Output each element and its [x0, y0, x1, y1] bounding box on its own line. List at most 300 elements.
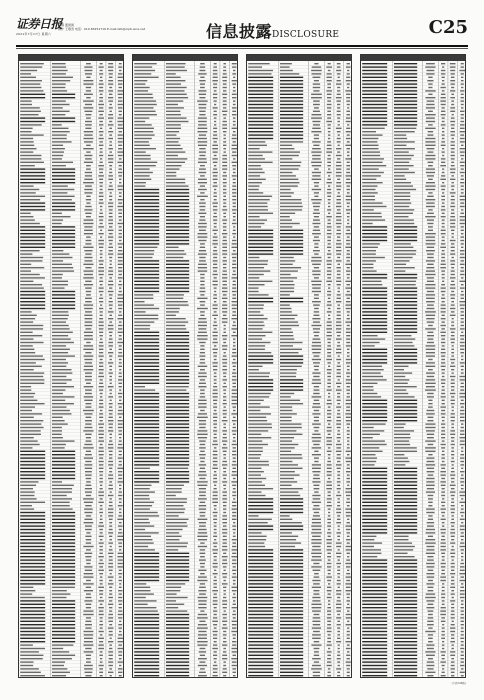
cell-text: [99, 291, 104, 292]
cell-text: [327, 349, 332, 350]
cell-text: [199, 559, 206, 560]
cell-text: [426, 168, 435, 169]
cell-text: [394, 546, 415, 547]
cell-text: [394, 117, 417, 118]
cell-text: [86, 117, 91, 118]
cell-text: [248, 396, 269, 397]
cell-text: [362, 332, 387, 333]
cell-text: [166, 138, 180, 139]
cell-text: [328, 342, 331, 343]
cell-text: [461, 515, 463, 516]
cell-text: [86, 495, 91, 496]
cell-text: [313, 444, 319, 445]
cell-text: [52, 614, 75, 615]
cell-text: [362, 607, 387, 608]
cell-text: [280, 519, 292, 520]
cell-text: [362, 471, 387, 472]
cell-text: [85, 376, 92, 377]
cell-text: [166, 73, 176, 74]
cell-text: [85, 185, 92, 186]
cell-text: [86, 202, 90, 203]
cell-text: [327, 376, 331, 377]
cell-text: [197, 100, 207, 101]
cell-text: [223, 617, 227, 618]
cell-text: [166, 648, 189, 649]
cell-text: [394, 315, 417, 316]
cell-text: [426, 182, 435, 183]
cell-text: [327, 675, 331, 676]
cell-text: [99, 345, 104, 346]
cell-text: [84, 134, 92, 135]
cell-text: [442, 583, 444, 584]
cell-text: [337, 403, 340, 404]
cell-text: [248, 607, 273, 608]
cell-text: [119, 587, 122, 588]
cell-text: [233, 202, 236, 203]
cell-text: [450, 111, 455, 112]
cell-text: [118, 672, 122, 673]
cell-text: [362, 131, 376, 132]
cell-text: [326, 328, 332, 329]
cell-text: [118, 366, 122, 367]
cell-text: [166, 553, 189, 554]
cell-text: [200, 468, 205, 469]
cell-text: [346, 549, 351, 550]
cell-text: [20, 87, 41, 88]
cell-text: [232, 114, 237, 115]
cell-text: [214, 301, 216, 302]
cell-text: [248, 107, 273, 108]
cell-text: [362, 525, 387, 526]
cell-text: [328, 508, 331, 509]
cell-text: [20, 495, 34, 496]
cell-text: [85, 267, 91, 268]
cell-text: [166, 124, 181, 125]
cell-text: [362, 519, 387, 520]
cell-text: [440, 267, 446, 268]
cell-text: [232, 274, 236, 275]
cell-text: [280, 209, 302, 210]
cell-text: [84, 651, 94, 652]
cell-text: [117, 162, 123, 163]
cell-text: [118, 655, 122, 656]
cell-text: [362, 505, 387, 506]
cell-text: [280, 87, 303, 88]
cell-text: [198, 189, 207, 190]
cell-text: [134, 165, 156, 166]
cell-text: [426, 366, 436, 367]
cell-text: [213, 672, 217, 673]
cell-text: [428, 502, 432, 503]
cell-text: [214, 379, 217, 380]
cell-text: [118, 539, 123, 540]
cell-text: [119, 369, 121, 370]
cell-text: [451, 556, 455, 557]
cell-text: [362, 328, 387, 329]
cell-text: [222, 298, 228, 299]
cell-text: [52, 294, 75, 295]
cell-text: [394, 332, 417, 333]
cell-text: [326, 260, 331, 261]
cell-text: [461, 94, 464, 95]
cell-text: [394, 90, 417, 91]
cell-text: [98, 226, 103, 227]
cell-text: [442, 600, 445, 601]
cell-text: [222, 274, 227, 275]
cell-text: [336, 563, 341, 564]
cell-text: [52, 165, 66, 166]
cell-text: [86, 587, 91, 588]
cell-text: [441, 352, 446, 353]
cell-text: [346, 502, 350, 503]
cell-text: [84, 80, 94, 81]
cell-text: [312, 471, 320, 472]
cell-text: [199, 291, 205, 292]
cell-text: [118, 100, 123, 101]
cell-text: [98, 607, 103, 608]
cell-text: [166, 77, 181, 78]
cell-text: [109, 376, 112, 377]
cell-text: [134, 468, 150, 469]
cell-text: [232, 298, 236, 299]
cell-text: [337, 519, 340, 520]
cell-text: [441, 379, 446, 380]
cell-text: [427, 304, 434, 305]
cell-text: [118, 464, 122, 465]
cell-text: [134, 522, 150, 523]
cell-text: [134, 549, 155, 550]
cell-text: [362, 559, 387, 560]
cell-text: [313, 505, 319, 506]
cell-text: [248, 559, 273, 560]
cell-text: [100, 257, 102, 258]
cell-text: [166, 464, 189, 465]
cell-text: [20, 604, 45, 605]
cell-text: [461, 600, 464, 601]
cell-text: [347, 318, 350, 319]
cell-text: [52, 563, 75, 564]
cell-text: [223, 553, 226, 554]
cell-text: [223, 590, 226, 591]
cell-text: [441, 396, 446, 397]
cell-text: [311, 668, 322, 669]
cell-text: [86, 549, 91, 550]
cell-text: [222, 498, 227, 499]
cell-text: [118, 223, 123, 224]
cell-text: [232, 145, 237, 146]
cell-text: [109, 593, 112, 594]
cell-text: [20, 223, 40, 224]
cell-text: [336, 444, 341, 445]
cell-text: [460, 124, 465, 125]
cell-text: [427, 488, 434, 489]
cell-text: [212, 498, 218, 499]
cell-text: [198, 376, 207, 377]
cell-text: [337, 474, 340, 475]
cell-text: [108, 515, 113, 516]
cell-text: [99, 349, 103, 350]
cell-text: [166, 111, 180, 112]
cell-text: [52, 420, 65, 421]
cell-text: [134, 525, 154, 526]
cell-text: [213, 338, 217, 339]
cell-text: [280, 600, 303, 601]
cell-text: [199, 464, 206, 465]
cell-text: [312, 665, 321, 666]
cell-text: [313, 219, 320, 220]
cell-text: [166, 468, 188, 469]
cell-text: [280, 260, 295, 261]
cell-text: [109, 260, 111, 261]
cell-text: [451, 478, 455, 479]
cell-text: [442, 168, 444, 169]
cell-text: [223, 226, 227, 227]
cell-text: [336, 617, 341, 618]
cell-text: [52, 600, 75, 601]
cell-text: [134, 386, 145, 387]
cell-text: [460, 213, 464, 214]
cell-text: [426, 532, 436, 533]
cell-text: [336, 213, 341, 214]
cell-text: [231, 148, 237, 149]
cell-text: [134, 168, 149, 169]
cell-text: [117, 206, 122, 207]
cell-text: [118, 413, 123, 414]
cell-text: [166, 175, 176, 176]
cell-text: [109, 121, 112, 122]
cell-text: [461, 549, 464, 550]
cell-text: [52, 233, 75, 234]
cell-text: [233, 675, 236, 676]
cell-text: [99, 631, 104, 632]
cell-text: [428, 369, 433, 370]
cell-text: [394, 440, 409, 441]
cell-text: [280, 192, 294, 193]
cell-text: [314, 267, 319, 268]
cell-text: [52, 423, 68, 424]
cell-text: [346, 573, 350, 574]
cell-text: [134, 600, 156, 601]
cell-text: [328, 515, 331, 516]
cell-text: [313, 672, 320, 673]
cell-text: [52, 77, 73, 78]
cell-text: [83, 430, 93, 431]
cell-text: [451, 104, 454, 105]
cell-text: [166, 185, 189, 186]
cell-text: [394, 447, 417, 448]
cell-text: [99, 274, 104, 275]
cell-text: [248, 512, 273, 513]
cell-text: [328, 634, 331, 635]
cell-text: [314, 410, 319, 411]
cell-text: [248, 80, 273, 81]
cell-text: [166, 301, 188, 302]
cell-text: [428, 610, 434, 611]
cell-text: [312, 291, 321, 292]
cell-text: [441, 189, 445, 190]
cell-text: [313, 631, 320, 632]
cell-text: [311, 539, 321, 540]
cell-text: [223, 648, 226, 649]
cell-text: [336, 522, 341, 523]
cell-text: [460, 223, 465, 224]
cell-text: [119, 219, 122, 220]
cell-text: [109, 94, 112, 95]
cell-text: [166, 247, 179, 248]
cell-text: [428, 192, 432, 193]
cell-text: [337, 304, 339, 305]
cell-text: [134, 546, 148, 547]
cell-text: [84, 270, 94, 271]
cell-text: [347, 440, 349, 441]
cell-text: [313, 376, 319, 377]
cell-text: [426, 539, 435, 540]
cell-text: [20, 617, 45, 618]
cell-text: [451, 291, 454, 292]
cell-text: [326, 77, 331, 78]
cell-text: [346, 66, 351, 67]
cell-text: [232, 614, 236, 615]
cell-text: [84, 141, 93, 142]
cell-text: [222, 529, 227, 530]
cell-text: [233, 423, 236, 424]
cell-text: [362, 444, 386, 445]
cell-text: [134, 481, 159, 482]
cell-text: [337, 573, 340, 574]
cell-text: [224, 325, 226, 326]
cell-text: [280, 454, 302, 455]
cell-text: [20, 80, 42, 81]
cell-text: [20, 621, 45, 622]
cell-text: [213, 281, 218, 282]
cell-text: [362, 182, 382, 183]
cell-text: [441, 233, 446, 234]
cell-text: [314, 655, 319, 656]
cell-text: [85, 474, 92, 475]
cell-text: [200, 209, 206, 210]
cell-text: [52, 498, 72, 499]
cell-text: [337, 471, 340, 472]
cell-text: [450, 308, 455, 309]
cell-text: [337, 631, 340, 632]
cell-text: [52, 573, 75, 574]
cell-text: [52, 63, 66, 64]
cell-text: [328, 315, 330, 316]
cell-text: [199, 420, 206, 421]
cell-text: [280, 644, 303, 645]
cell-text: [212, 172, 217, 173]
table-column-2: [132, 54, 238, 678]
cell-text: [232, 386, 236, 387]
cell-text: [109, 335, 112, 336]
cell-text: [134, 665, 159, 666]
cell-text: [20, 583, 45, 584]
cell-text: [327, 107, 331, 108]
cell-text: [213, 634, 217, 635]
cell-text: [99, 556, 104, 557]
cell-text: [347, 631, 350, 632]
cell-text: [425, 114, 435, 115]
cell-text: [222, 308, 227, 309]
cell-text: [20, 206, 45, 207]
cell-text: [108, 423, 112, 424]
cell-text: [166, 658, 189, 659]
cell-text: [134, 362, 159, 363]
cell-text: [280, 233, 303, 234]
cell-text: [83, 410, 94, 411]
cell-text: [134, 430, 159, 431]
cell-text: [441, 573, 445, 574]
cell-text: [52, 621, 75, 622]
cell-text: [394, 403, 417, 404]
cell-text: [394, 451, 417, 452]
cell-text: [108, 464, 113, 465]
cell-text: [118, 87, 121, 88]
cell-text: [166, 437, 189, 438]
cell-text: [134, 502, 154, 503]
cell-text: [108, 661, 113, 662]
cell-text: [166, 308, 180, 309]
cell-text: [312, 495, 320, 496]
cell-text: [166, 495, 176, 496]
cell-text: [248, 308, 263, 309]
cell-text: [442, 498, 444, 499]
cell-text: [109, 668, 112, 669]
cell-text: [118, 315, 122, 316]
cell-text: [450, 253, 455, 254]
cell-text: [336, 97, 342, 98]
cell-text: [197, 338, 207, 339]
cell-text: [108, 542, 113, 543]
cell-text: [99, 308, 103, 309]
cell-text: [223, 196, 226, 197]
cell-text: [461, 267, 464, 268]
cell-text: [232, 287, 236, 288]
cell-text: [337, 556, 341, 557]
cell-text: [84, 464, 92, 465]
cell-text: [98, 376, 104, 377]
cell-text: [280, 617, 303, 618]
cell-text: [346, 226, 351, 227]
cell-text: [223, 372, 227, 373]
cell-text: [459, 70, 465, 71]
cell-text: [451, 396, 454, 397]
cell-text: [213, 597, 217, 598]
cell-text: [280, 597, 303, 598]
cell-text: [337, 141, 341, 142]
cell-text: [213, 77, 218, 78]
cell-text: [460, 196, 465, 197]
cell-text: [100, 505, 102, 506]
cell-text: [451, 267, 454, 268]
cell-text: [166, 270, 189, 271]
cell-text: [99, 580, 102, 581]
cell-text: [214, 277, 217, 278]
cell-text: [314, 451, 318, 452]
cell-text: [328, 478, 330, 479]
cell-text: [110, 675, 112, 676]
cell-text: [362, 100, 387, 101]
cell-text: [198, 131, 208, 132]
cell-text: [394, 202, 411, 203]
cell-text: [52, 172, 75, 173]
cell-text: [166, 196, 189, 197]
cell-text: [117, 342, 123, 343]
cell-text: [52, 345, 66, 346]
cell-text: [248, 199, 270, 200]
cell-text: [461, 145, 464, 146]
cell-text: [442, 213, 445, 214]
